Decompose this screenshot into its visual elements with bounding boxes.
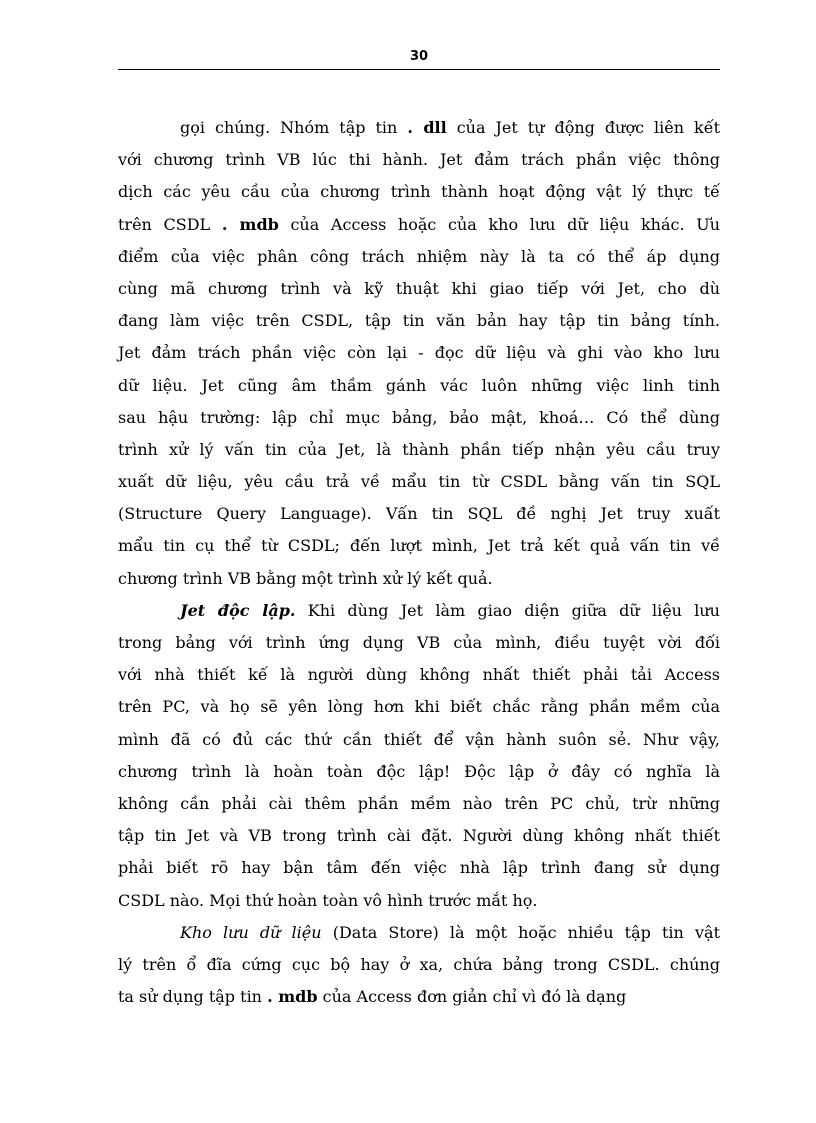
text-line: ta sử dụng tập tin . mdb của Access đơn giản chỉ vì đó là dạng bbox=[118, 987, 627, 1007]
text-line: (Structure Query Language). Vấn tin SQL đề nghị Jet truy xuất bbox=[118, 504, 720, 524]
text-line: không cần phải cài thêm phần mềm nào trên PC chủ, trừ những bbox=[118, 793, 720, 813]
text-line: điểm của việc phân công trách nhiệm này là ta có thể áp dụng bbox=[118, 246, 720, 266]
text-line: Kho lưu dữ liệu (Data Store) là một hoặc nhiều tập tin vật bbox=[180, 922, 720, 942]
text-line: chương trình là hoàn toàn độc lập! Độc lập ở đây có nghĩa là bbox=[118, 761, 720, 781]
text-line: đang làm việc trên CSDL, tập tin văn bản hay tập tin bảng tính. bbox=[118, 311, 720, 331]
text-line: cùng mã chương trình và kỹ thuật khi giao tiếp với Jet, cho dù bbox=[118, 278, 720, 298]
text-line: sau hậu trường: lập chỉ mục bảng, bảo mật, khoá… Có thể dùng bbox=[118, 407, 720, 427]
text-line: với nhà thiết kế là người dùng không nhất thiết phải tải Access bbox=[118, 665, 720, 685]
text-line: Jet độc lập. Khi dùng Jet làm giao diện giữa dữ liệu lưu bbox=[180, 600, 720, 620]
page-number: 30 bbox=[409, 49, 429, 64]
text-line: mình đã có đủ các thứ cần thiết để vận hành suôn sẻ. Như vậy, bbox=[118, 729, 720, 749]
text-line: CSDL nào. Mọi thứ hoàn toàn vô hình trước mắt họ. bbox=[118, 890, 538, 910]
body-text bbox=[118, 112, 720, 1013]
text-line: trên PC, và họ sẽ yên lòng hơn khi biết chắc rằng phần mềm của bbox=[118, 697, 720, 717]
text-line: lý trên ổ đĩa cứng cục bộ hay ở xa, chứa bảng trong CSDL. chúng bbox=[118, 954, 720, 974]
text-line: trình xử lý vấn tin của Jet, là thành phần tiếp nhận yêu cầu truy bbox=[118, 439, 720, 459]
text-line: gọi chúng. Nhóm tập tin . dll của Jet tự động được liên kết bbox=[180, 118, 721, 137]
text-line: phải biết rõ hay bận tâm đến việc nhà lập trình đang sử dụng bbox=[118, 858, 720, 878]
text-line: dữ liệu. Jet cũng âm thầm gánh vác luôn những việc linh tinh bbox=[118, 375, 720, 395]
header-rule bbox=[118, 69, 720, 70]
text-line: trong bảng với trình ứng dụng VB của mình, điều tuyệt vời đối bbox=[118, 633, 720, 652]
text-line: dịch các yêu cầu của chương trình thành hoạt động vật lý thực tế bbox=[118, 182, 720, 202]
text-line: với chương trình VB lúc thi hành. Jet đảm trách phần việc thông bbox=[118, 150, 720, 170]
text-line: Jet đảm trách phần việc còn lại - đọc dữ liệu và ghi vào kho lưu bbox=[118, 343, 720, 363]
text-line: xuất dữ liệu, yêu cầu trả về mẩu tin từ CSDL bằng vấn tin SQL bbox=[118, 472, 720, 492]
text-line: trên CSDL . mdb của Access hoặc của kho lưu dữ liệu khác. Ưu bbox=[118, 214, 721, 234]
text-line: tập tin Jet và VB trong trình cài đặt. Người dùng không nhất thiết bbox=[118, 826, 720, 846]
text-line: mẩu tin cụ thể từ CSDL; đến lượt mình, Jet trả kết quả vấn tin về bbox=[118, 536, 720, 556]
text-line: chương trình VB bằng một trình xử lý kết quả. bbox=[118, 568, 493, 588]
